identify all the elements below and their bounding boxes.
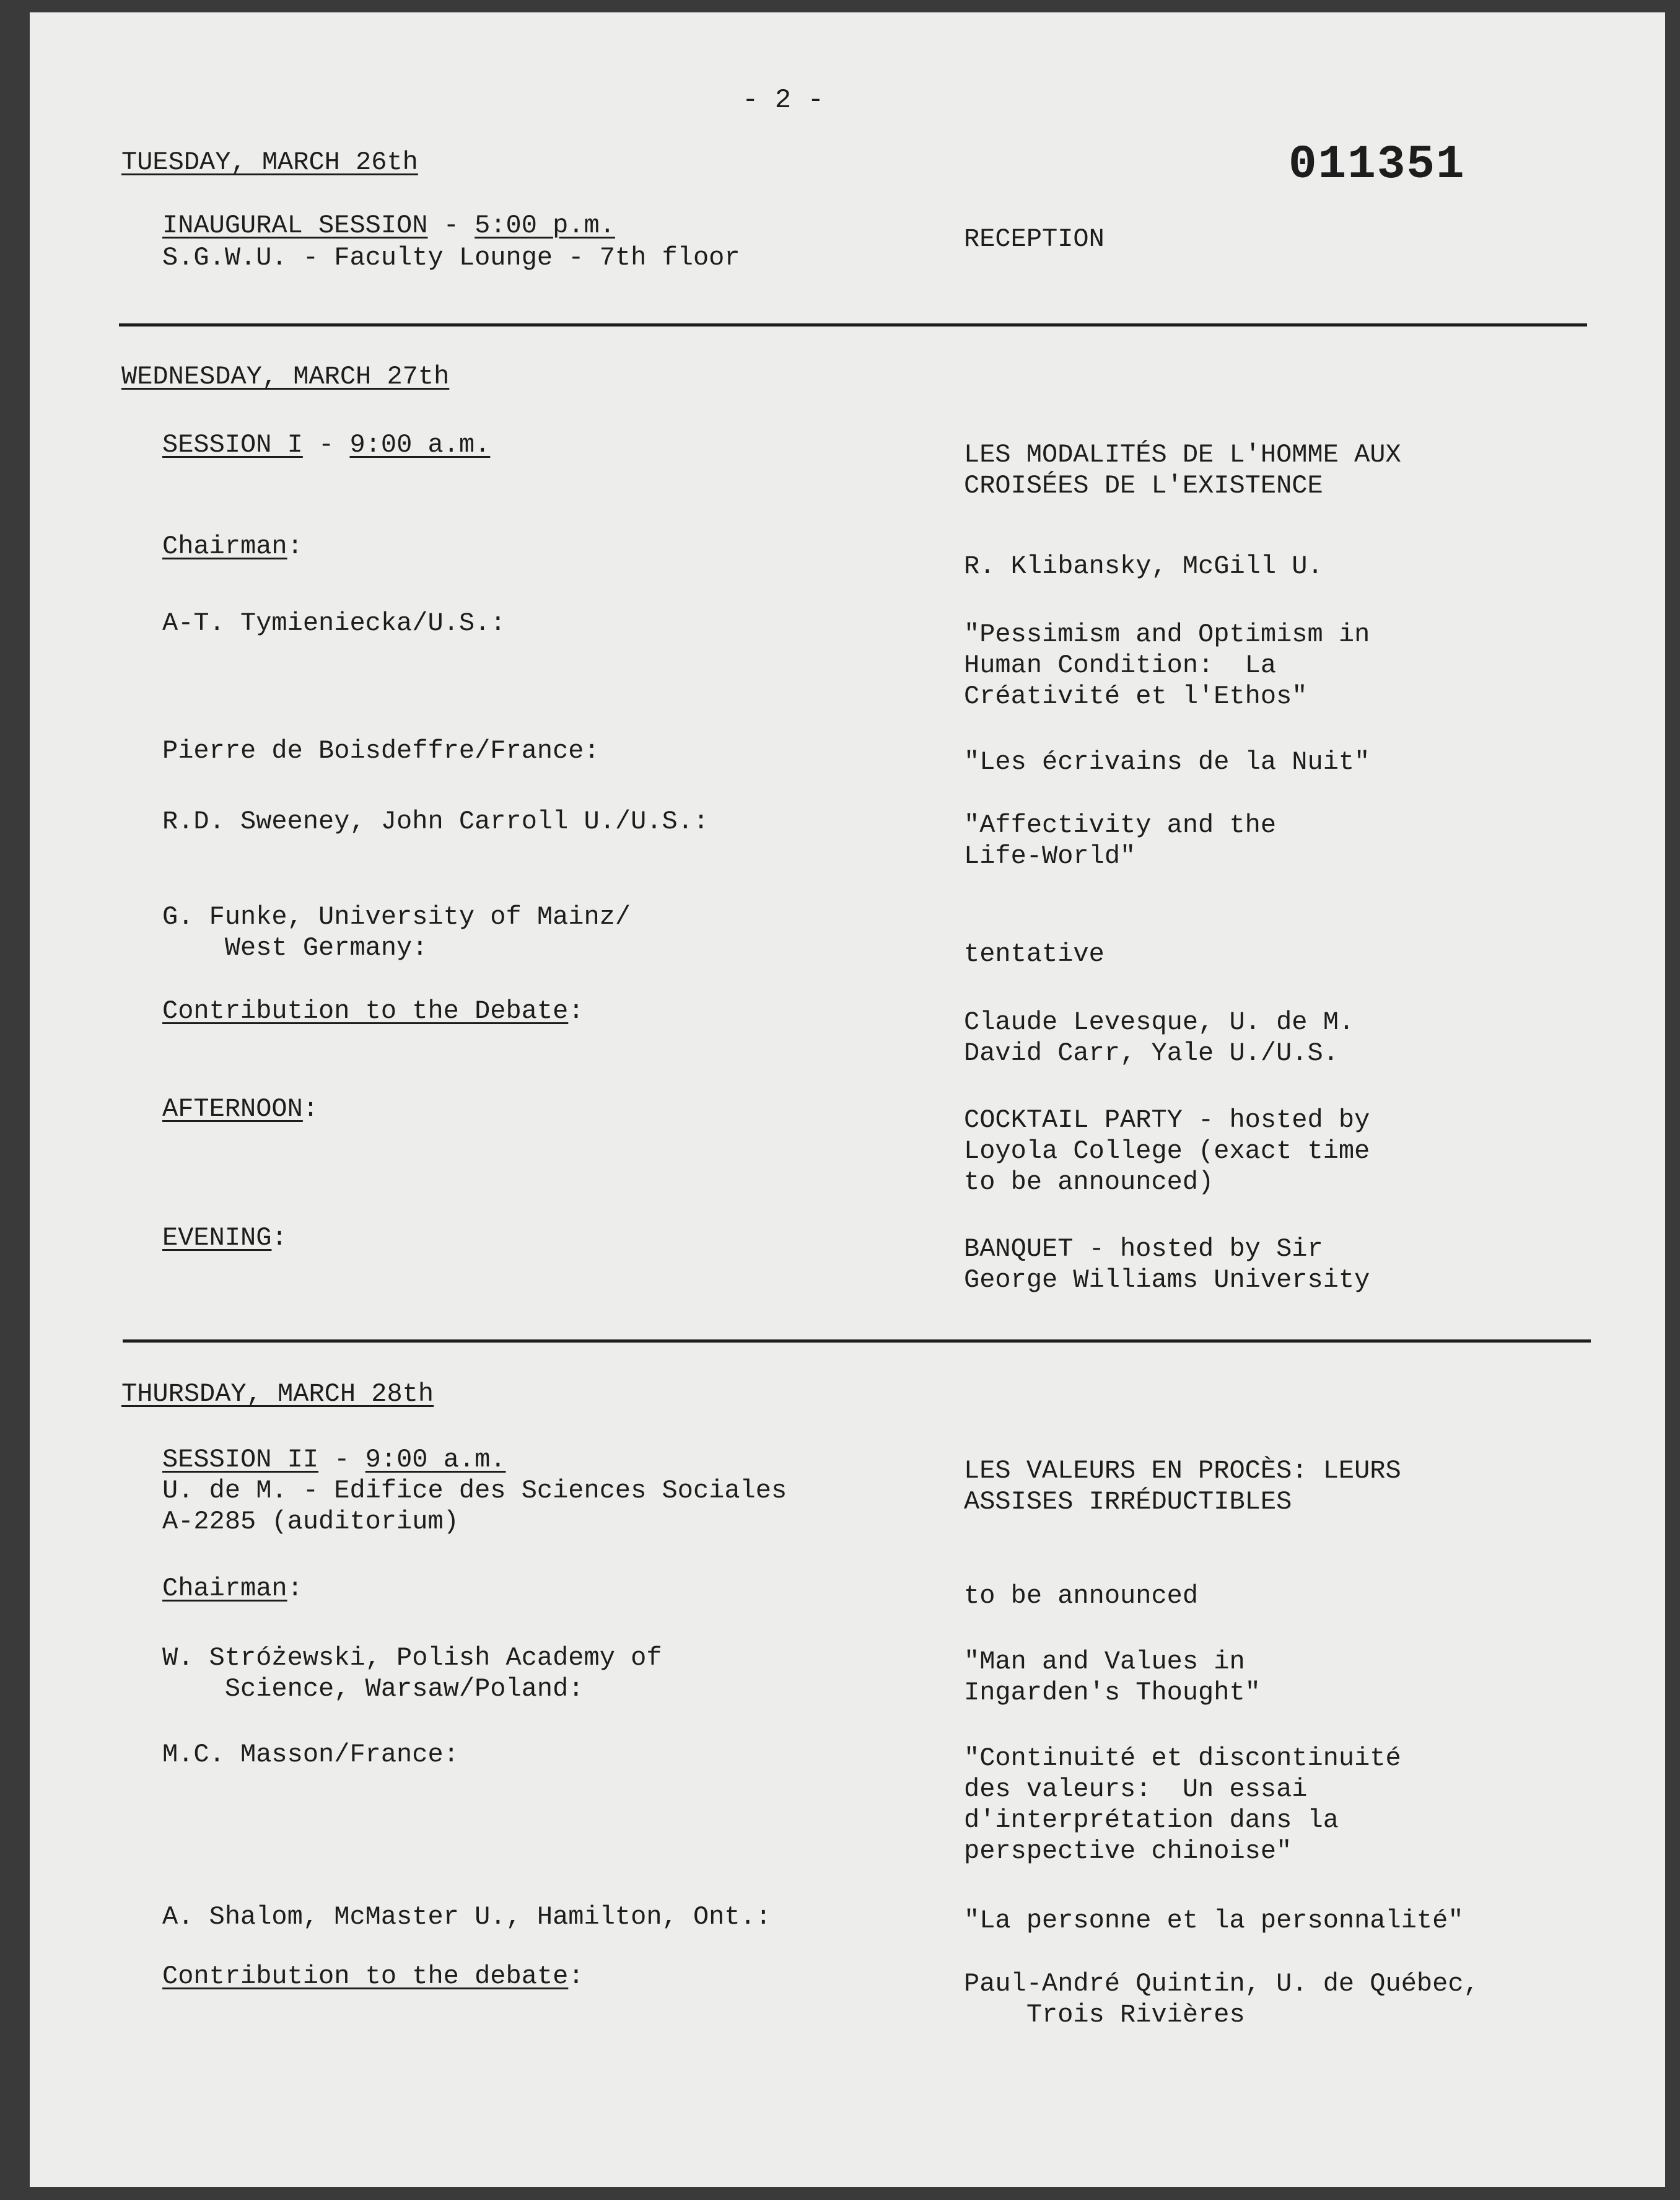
speaker-name: W. Stróżewski, Polish Academy of [162,1643,662,1673]
talk-title: "Affectivity and the [964,810,1277,840]
session-2-title: SESSION II - 9:00 a.m. [162,1445,506,1475]
speaker-name: Pierre de Boisdeffre/France: [162,736,600,766]
session-1-theme-line-2: CROISÉES DE L'EXISTENCE [964,471,1323,501]
chairman-value: to be announced [964,1581,1199,1611]
speaker-name: Science, Warsaw/Poland: [162,1674,584,1704]
section-divider [123,1339,1591,1343]
chairman-label: Chairman: [162,532,303,561]
speaker-name: M.C. Masson/France: [162,1740,459,1769]
talk-title: "La personne et la personnalité" [964,1906,1464,1935]
session-1-title: SESSION I - 9:00 a.m. [162,430,491,460]
session-time: 5:00 p.m. [475,211,615,240]
debate-value: David Carr, Yale U./U.S. [964,1038,1339,1068]
debate-label: Contribution to the debate: [162,1961,584,1991]
inaugural-session: INAUGURAL SESSION - 5:00 p.m. [162,211,615,240]
page-number: - 2 - [742,85,825,116]
chairman-label: Chairman: [162,1574,303,1603]
section-divider [119,323,1587,326]
document-page [30,12,1665,2187]
session-2-location: U. de M. - Edifice des Sciences Sociales [162,1476,787,1505]
talk-title: perspective chinoise" [964,1836,1292,1866]
debate-label: Contribution to the Debate: [162,996,584,1026]
session-2-location: A-2285 (auditorium) [162,1507,459,1536]
session-1-theme-line-1: LES MODALITÉS DE L'HOMME AUX [964,440,1401,470]
afternoon-label: AFTERNOON: [162,1094,319,1124]
talk-title: des valeurs: Un essai [964,1774,1308,1804]
afternoon-value: Loyola College (exact time [964,1136,1370,1166]
speaker-name: A-T. Tymieniecka/U.S.: [162,608,506,638]
inaugural-location: S.G.W.U. - Faculty Lounge - 7th floor [162,243,740,273]
talk-title: Human Condition: La [964,651,1277,680]
speaker-name: R.D. Sweeney, John Carroll U./U.S.: [162,807,709,836]
session-2-theme-line-2: ASSISES IRRÉDUCTIBLES [964,1487,1292,1517]
inaugural-event: RECEPTION [964,224,1105,254]
talk-title: "Continuité et discontinuité [964,1743,1401,1773]
debate-value: Trois Rivières [964,2000,1245,2030]
talk-title: Créativité et l'Ethos" [964,681,1308,711]
evening-value: BANQUET - hosted by Sir [964,1234,1323,1264]
session-label: INAUGURAL SESSION [162,211,428,240]
talk-title: "Man and Values in [964,1647,1245,1676]
afternoon-value: COCKTAIL PARTY - hosted by [964,1105,1370,1135]
afternoon-value: to be announced) [964,1167,1214,1197]
debate-value: Claude Levesque, U. de M. [964,1007,1355,1037]
tuesday-heading: TUESDAY, MARCH 26th [121,147,418,177]
talk-title: Life-World" [964,841,1136,871]
speaker-name: A. Shalom, McMaster U., Hamilton, Ont.: [162,1902,771,1932]
chairman-value: R. Klibansky, McGill U. [964,551,1323,581]
talk-title: "Pessimism and Optimism in [964,620,1370,649]
debate-value: Paul-André Quintin, U. de Québec, [964,1969,1479,1999]
talk-title: d'interprétation dans la [964,1805,1339,1835]
speaker-name: G. Funke, University of Mainz/ [162,902,631,932]
thursday-heading: THURSDAY, MARCH 28th [121,1379,434,1409]
evening-label: EVENING: [162,1223,287,1253]
wednesday-heading: WEDNESDAY, MARCH 27th [121,362,450,392]
document-number: 011351 [1288,138,1466,191]
talk-title: "Les écrivains de la Nuit" [964,747,1370,777]
talk-title: tentative [964,939,1105,969]
session-2-theme-line-1: LES VALEURS EN PROCÈS: LEURS [964,1456,1401,1486]
talk-title: Ingarden's Thought" [964,1678,1261,1707]
speaker-name: West Germany: [162,933,428,963]
evening-value: George Williams University [964,1265,1370,1295]
